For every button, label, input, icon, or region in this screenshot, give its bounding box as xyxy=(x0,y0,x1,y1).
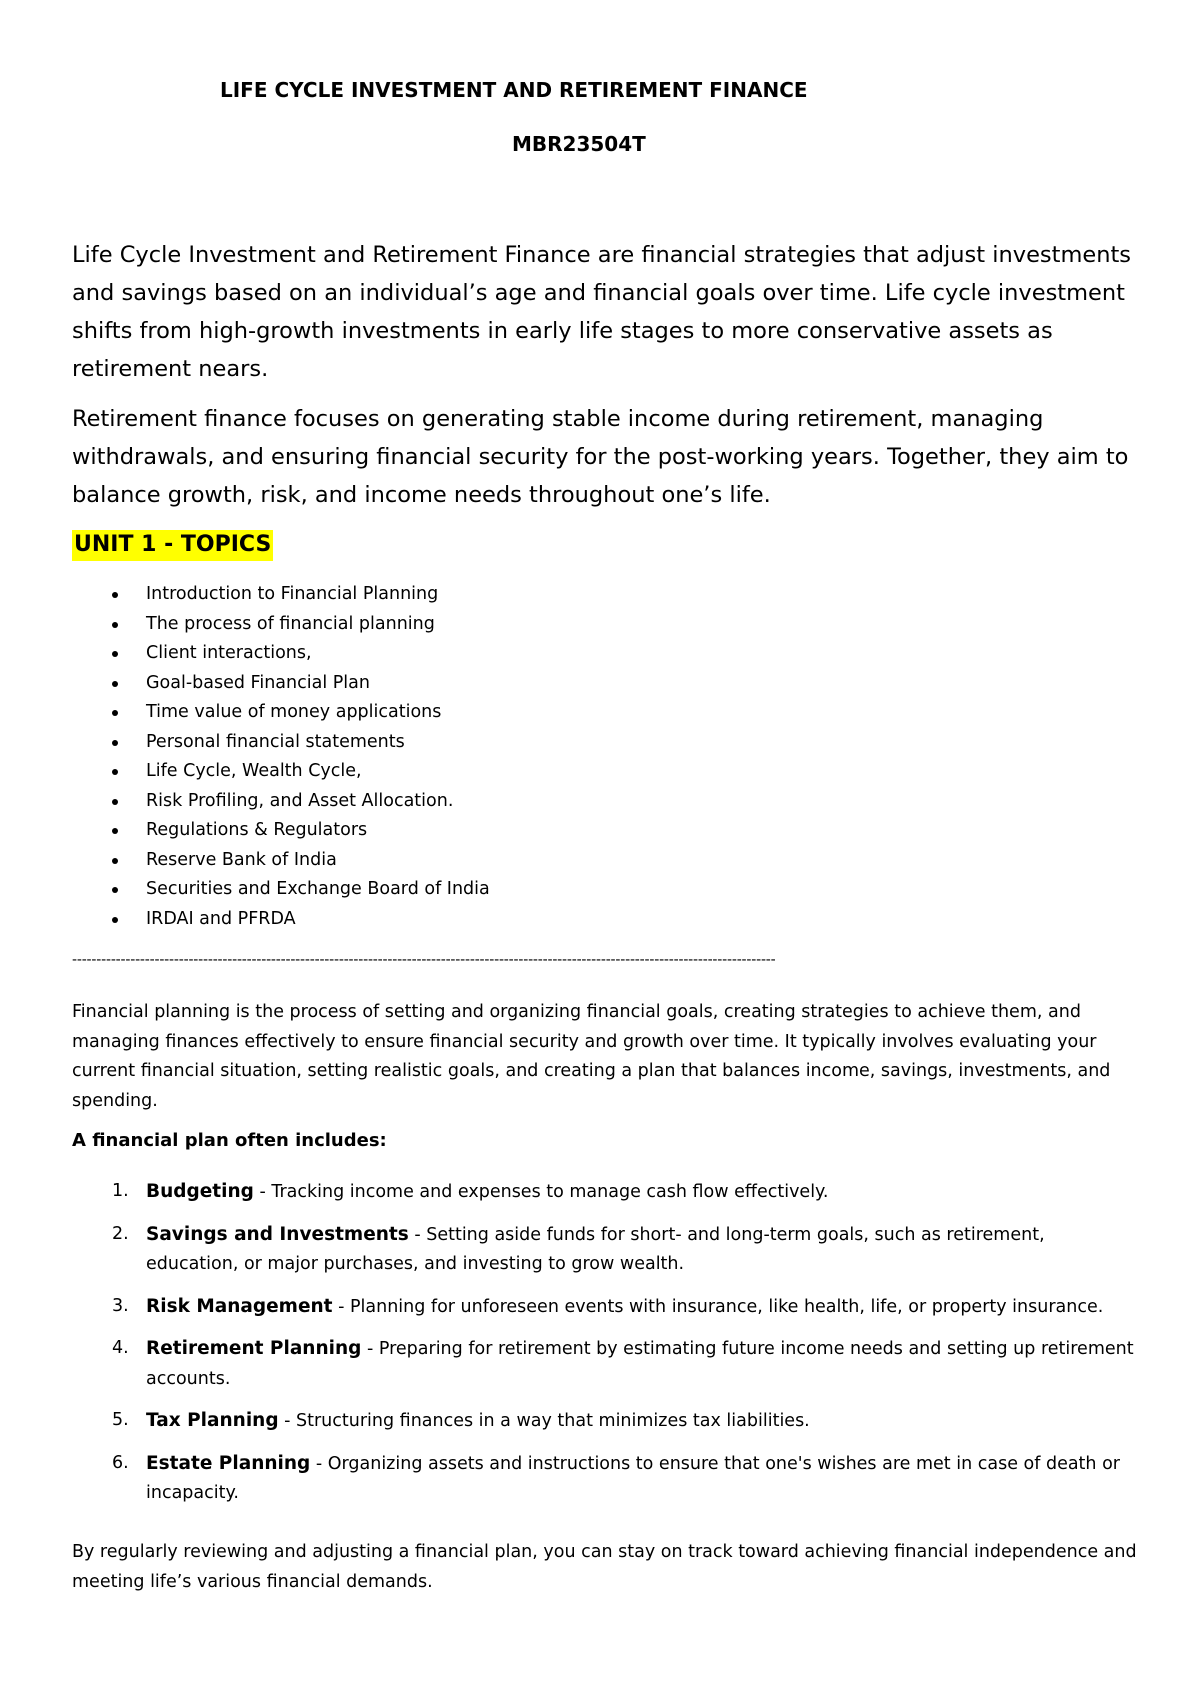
document-title: LIFE CYCLE INVESTMENT AND RETIREMENT FINANCE xyxy=(220,78,808,102)
item-description: - Organizing assets and instructions to ensure that one's wishes are met in case of death or incapacity. xyxy=(146,1453,1120,1503)
intro-paragraph-1: Life Cycle Investment and Retirement Finance are financial strategies that adjust investments and savings based on an individual’s age and financial goals over time. Life cycle investment shifts from high-growth investments in early life stages to more conservative assets as retirement nears. xyxy=(72,242,1132,382)
separator-line: ------------------------------------------------------------------------------------------------------------------------------------------------- xyxy=(72,952,776,968)
list-item: Time value of money applications xyxy=(72,698,490,728)
item-number: 4. xyxy=(112,1338,129,1358)
plan-item-savings xyxy=(72,1220,1142,1280)
intro-paragraph-2: Retirement finance focuses on generating stable income during retirement, managing withdrawals, and ensuring financial security for the post-working years. Together, they aim to balance growth, risk, and income needs throughout one’s life. xyxy=(72,406,1129,508)
closing-paragraph: By regularly reviewing and adjusting a financial plan, you can stay on track toward achieving financial independence and meeting life’s various financial demands. xyxy=(72,1542,1137,1592)
includes-heading: A financial plan often includes: xyxy=(72,1130,387,1151)
item-term: Budgeting xyxy=(146,1181,254,1202)
item-number: 3. xyxy=(112,1295,129,1316)
item-number: 2. xyxy=(112,1223,129,1244)
list-item: Client interactions, xyxy=(72,639,490,669)
list-item: IRDAI and PFRDA xyxy=(72,905,490,935)
item-number: 5. xyxy=(112,1410,129,1430)
list-item: Personal financial statements xyxy=(72,728,490,758)
plan-item-risk xyxy=(72,1292,1142,1323)
list-item: Reserve Bank of India xyxy=(72,846,490,876)
plan-item-tax xyxy=(72,1406,1142,1437)
plan-item-budgeting xyxy=(72,1177,1142,1208)
list-item: Securities and Exchange Board of India xyxy=(72,875,490,905)
item-description: - Setting aside funds for short- and long-term goals, such as retirement, education, or major purchases, and investing to grow wealth. xyxy=(146,1224,1045,1274)
plan-item-estate xyxy=(72,1449,1142,1509)
item-term: Tax Planning xyxy=(146,1410,279,1431)
item-description: - Tracking income and expenses to manage cash flow effectively. xyxy=(253,1182,829,1202)
list-item: Risk Profiling, and Asset Allocation. xyxy=(72,787,490,817)
list-item: Introduction to Financial Planning xyxy=(72,580,490,610)
list-item: Regulations & Regulators xyxy=(72,816,490,846)
item-number: 6. xyxy=(112,1452,129,1473)
item-number: 1. xyxy=(112,1181,129,1201)
item-term: Savings and Investments xyxy=(146,1223,409,1245)
item-description: - Planning for unforeseen events with insurance, like health, life, or property insurance. xyxy=(332,1296,1104,1317)
course-code: MBR23504T xyxy=(512,132,646,156)
item-term: Retirement Planning xyxy=(146,1338,362,1359)
item-term: Estate Planning xyxy=(146,1452,311,1474)
list-item: Goal-based Financial Plan xyxy=(72,669,490,699)
topic-list xyxy=(72,580,490,934)
list-item: Life Cycle, Wealth Cycle, xyxy=(72,757,490,787)
plan-item-retirement xyxy=(72,1334,1142,1394)
list-item: The process of financial planning xyxy=(72,610,490,640)
plan-item-list xyxy=(72,1177,1142,1509)
item-description: - Preparing for retirement by estimating future income needs and setting up retirement accounts. xyxy=(146,1339,1134,1389)
financial-planning-paragraph: Financial planning is the process of setting and organizing financial goals, creating strategies to achieve them, and managing finances effectively to ensure financial security and growth over time. It typically involves evaluating your current financial situation, setting realistic goals, and creating a plan that balances income, savings, investments, and spending. xyxy=(72,1002,1111,1111)
unit-heading: UNIT 1 - TOPICS xyxy=(72,530,273,561)
item-description: - Structuring finances in a way that minimizes tax liabilities. xyxy=(278,1411,810,1431)
item-term: Risk Management xyxy=(146,1295,333,1317)
